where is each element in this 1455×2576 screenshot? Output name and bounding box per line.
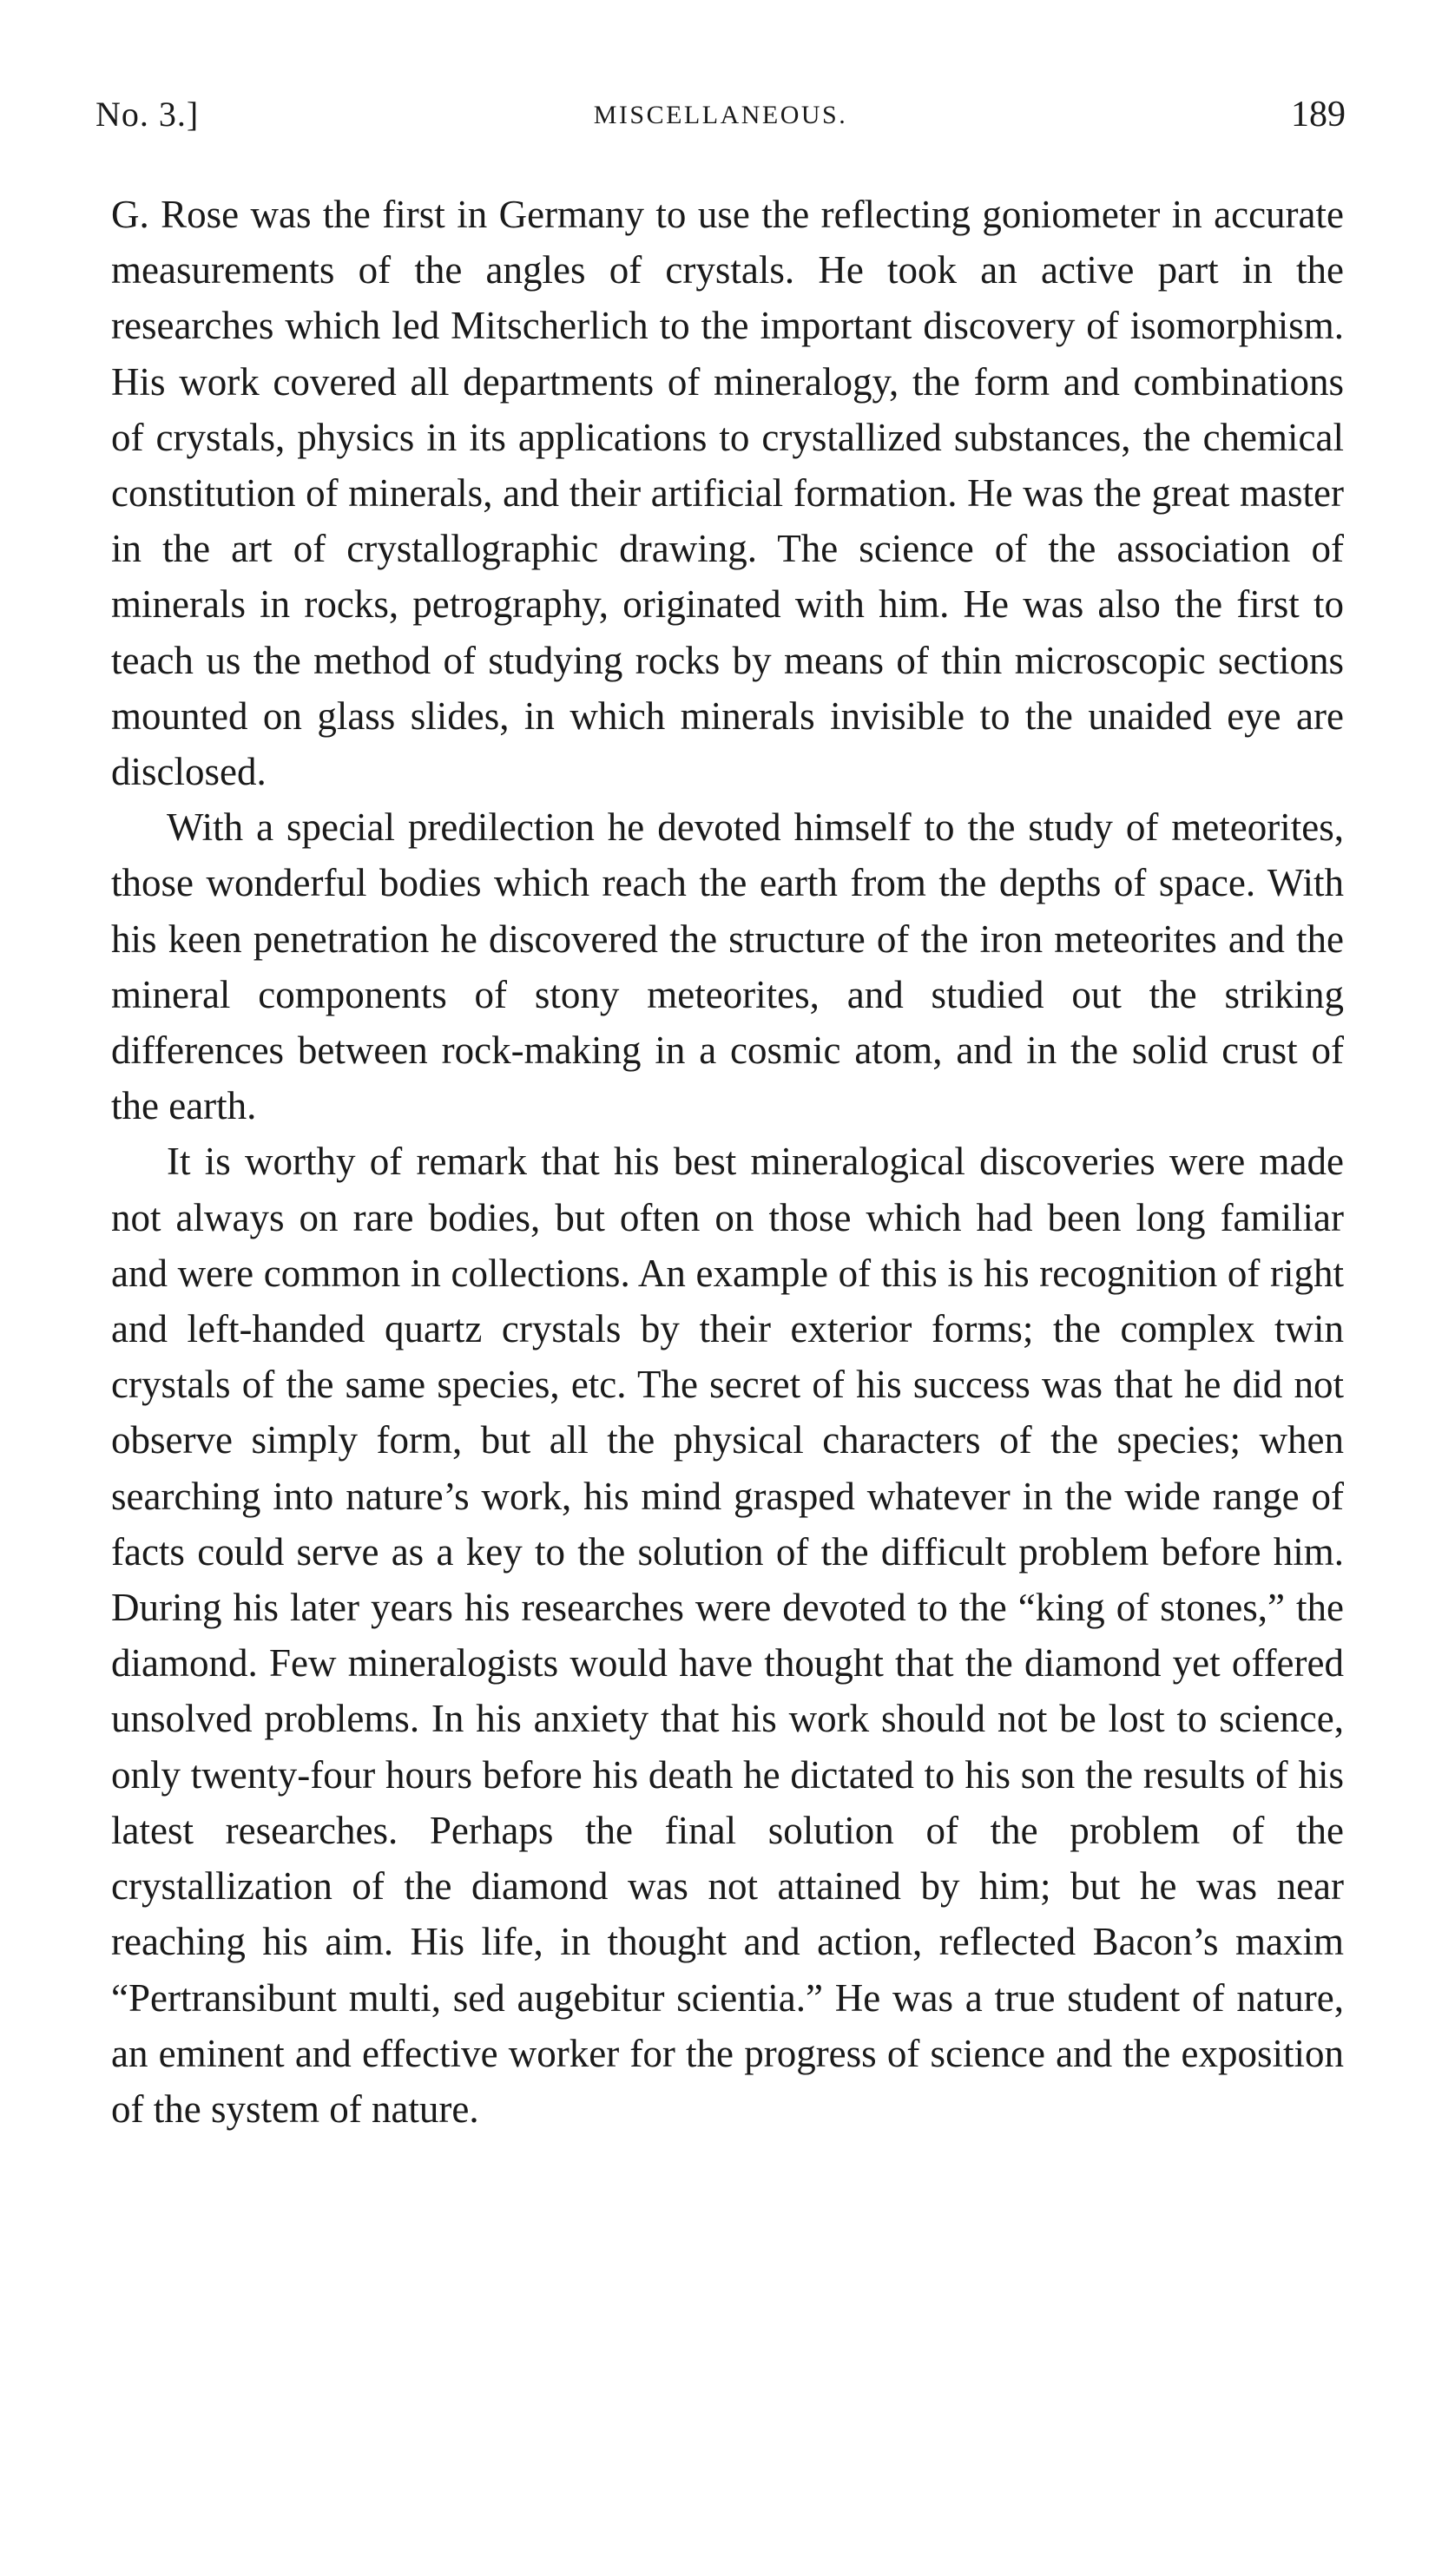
page-number: 189 xyxy=(1291,95,1346,135)
paragraph-rose-goniometer: G. Rose was the first in Germany to use the reflecting goniometer in accurate measurements of the angles of crystals. He took an active part in the researches which led Mitscherlich to the important discovery of isomorphism. His work covered all departments of mineralogy, the form and combinations of crystals, physics in its applications to crystallized substances, the chemical constitution of minerals, and their artificial formation. He was the great master in the art of crystallographic drawing. The science of the association of minerals in rocks, petrography, originated with him. He was also the first to teach us the method of studying rocks by means of thin microscopic sections mounted on glass slides, in which minerals invisible to the unaided eye are disclosed. xyxy=(111,193,1344,794)
paragraph-discoveries: It is worthy of remark that his best mineralogical discoveries were made not always on rare bodies, but often on those which had been long familiar and were common in collections. An example of this is his recognition of right and left-handed quartz crystals by their exterior forms; the complex twin crystals of the same species, etc. The secret of his success was that he did not observe simply form, but all the physical characters of the species; when searching into nature’s work, his mind grasped whatever in the wide range of facts could serve as a key to the solution of the difficult problem before him. During his later years his researches were devoted to the “king of stones,” the diamond. Few mineralogists would have thought that the diamond yet offered unsolved problems. In his anxiety that his work should not be lost to science, only twenty-four hours before his death he dictated to his son the results of his latest researches. Perhaps the final solution of the problem of the crystallization of the diamond was not attained by him; but he was near reaching his aim. His life, in thought and action, reflected Bacon’s maxim “Pertransibunt multi, sed augebitur scientia.” He was a true student of nature, an eminent and effective worker for the progress of science and the exposition of the system of nature. xyxy=(111,1140,1344,2131)
running-head xyxy=(95,94,1346,146)
paragraph-meteorites: With a special predilection he devoted himself to the study of meteorites, those wonderful bodies which reach the earth from the depths of space. With his keen penetration he discovered the structure of the iron meteorites and the mineral components of stony meteorites, and studied out the striking differences between rock-making in a cosmic atom, and in the solid crust of the earth. xyxy=(111,805,1344,1128)
body-text xyxy=(111,187,1344,2137)
issue-number: No. 3.] xyxy=(95,95,200,134)
section-title: MISCELLANEOUS. xyxy=(593,101,848,129)
